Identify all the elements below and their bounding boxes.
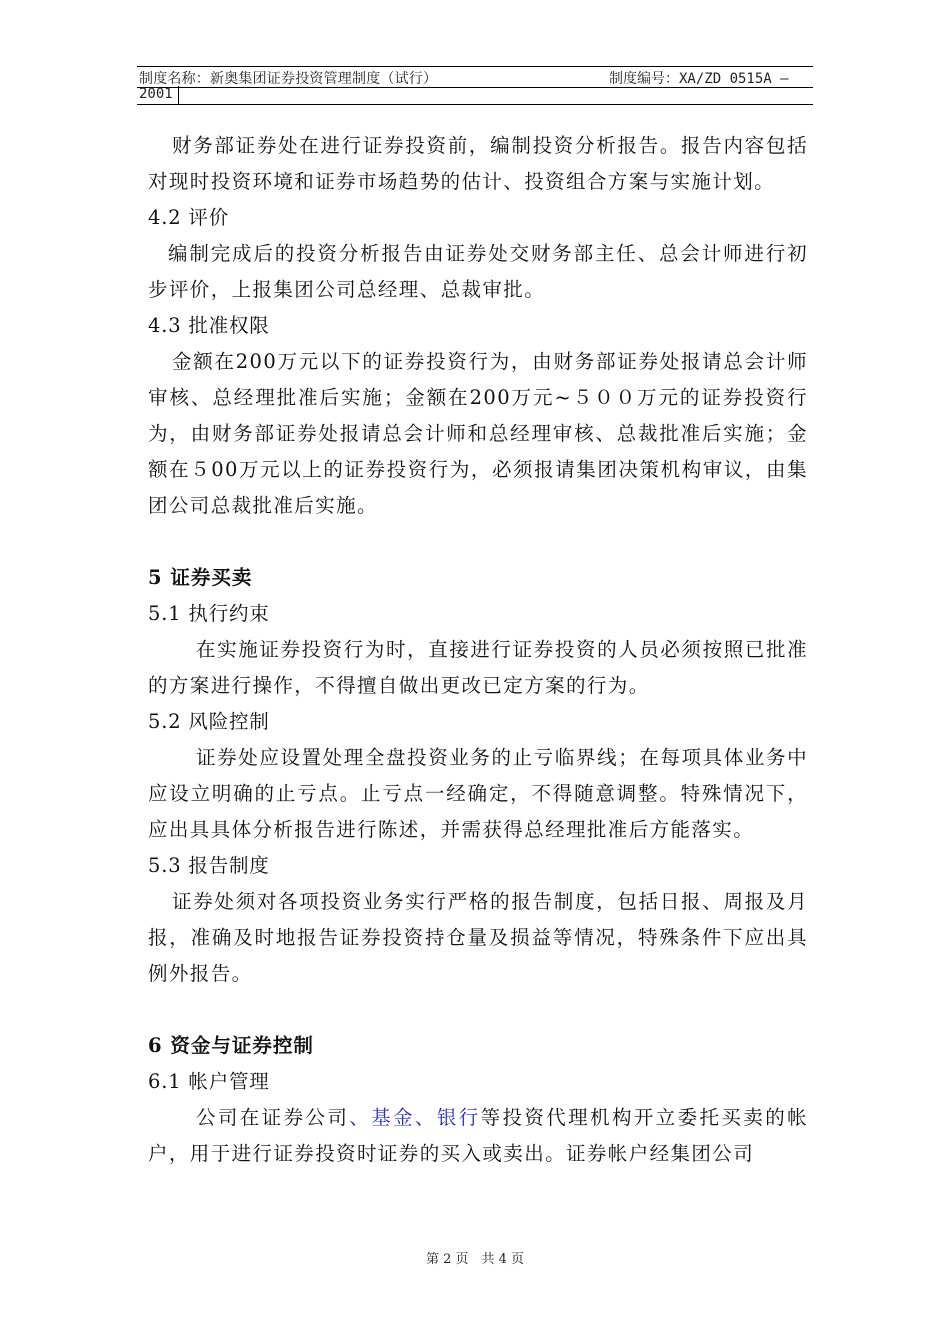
regulation-name: 制度名称：新奥集团证券投资管理制度（试行） — [139, 71, 438, 87]
subheading-5-3: 5.3 报告制度 — [148, 854, 270, 877]
section-gap — [148, 992, 808, 1028]
institutions-link[interactable]: 、基金、银行 — [349, 1106, 481, 1129]
regulation-code: 制度编号：XA/ZD 0515A — — [609, 71, 789, 87]
page-footer: 第 2 页 共 4 页 — [425, 1252, 525, 1267]
subheading-5-1: 5.1 执行约束 — [148, 602, 270, 625]
header-year-cell — [137, 86, 179, 104]
section-heading-6: 6 资金与证券控制 — [148, 1034, 314, 1057]
subheading-4-3: 4.3 批准权限 — [148, 314, 270, 337]
paragraph-approval-authority: 金额在200万元以下的证券投资行为，由财务部证券处报请总会计师审核、总经理批准后实施；金额在200万元~５００万元的证券投资行为，由财务部证券处报请总会计师和总经理审核、总裁批准后实施；金额在５00万元以上的证券投资行为，必须报请集团决策机构审议，由集团公司总裁批准后实施。 — [148, 350, 808, 517]
regulation-year: 2001 — [139, 86, 173, 102]
document-body — [148, 128, 808, 1172]
paragraph-evaluation: 编制完成后的投资分析报告由证券处交财务部主任、总会计师进行初步评价，上报集团公司总经理、总裁审批。 — [148, 242, 808, 301]
paragraph-analysis-report: 财务部证券处在进行证券投资前，编制投资分析报告。报告内容包括对现时投资环境和证券市场趋势的估计、投资组合方案与实施计划。 — [148, 134, 808, 193]
account-text-start: 公司在证券公司 — [196, 1106, 350, 1129]
subheading-4-2: 4.2 评价 — [148, 206, 230, 229]
section-gap — [148, 524, 808, 560]
document-header — [137, 66, 813, 106]
account-text-end: 等投资代理机构开立委托买卖的帐户，用于进行证券投资时证券的买入或卖出。证券帐户经集团公司 — [148, 1106, 808, 1165]
paragraph-execution-constraint: 在实施证券投资行为时，直接进行证券投资的人员必须按照已批准的方案进行操作，不得擅自做出更改已定方案的行为。 — [148, 638, 808, 697]
header-divider — [137, 104, 813, 105]
section-heading-5: 5 证券买卖 — [148, 566, 253, 589]
header-row — [137, 66, 813, 88]
subheading-5-2: 5.2 风险控制 — [148, 710, 270, 733]
paragraph-reporting-system: 证券处须对各项投资业务实行严格的报告制度，包括日报、周报及月报，准确及时地报告证券投资持仓量及损益等情况，特殊条件下应出具例外报告。 — [148, 890, 808, 985]
subheading-6-1: 6.1 帐户管理 — [148, 1070, 270, 1093]
paragraph-account-management — [148, 1100, 808, 1172]
paragraph-risk-control: 证券处应设置处理全盘投资业务的止亏临界线；在每项具体业务中应设立明确的止亏点。止亏点一经确定，不得随意调整。特殊情况下，应出具具体分析报告进行陈述，并需获得总经理批准后方能落实。 — [148, 746, 808, 841]
